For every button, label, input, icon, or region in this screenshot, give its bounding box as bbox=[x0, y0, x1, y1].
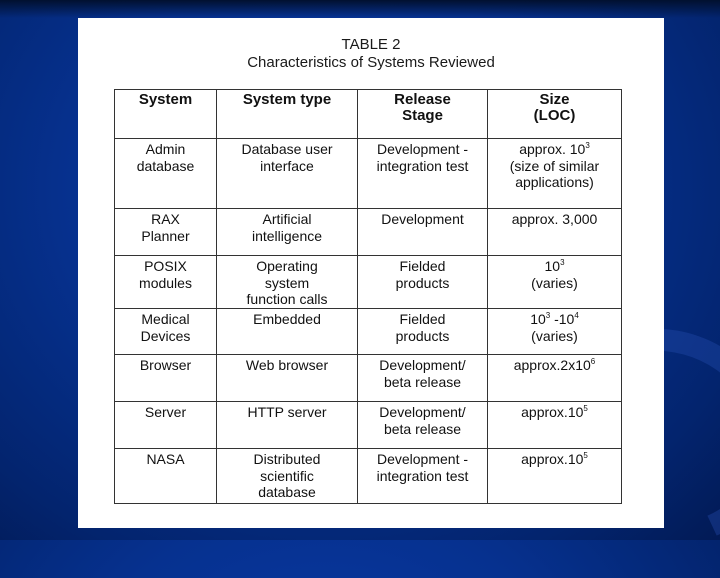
cell-stage: Development - integration test bbox=[358, 139, 488, 209]
table-row bbox=[115, 355, 622, 402]
cell-system: Server bbox=[115, 402, 217, 449]
header-row bbox=[115, 90, 622, 139]
cell-size: approx. 3,000 bbox=[488, 209, 622, 256]
cell-system: NASA bbox=[115, 449, 217, 504]
cell-system: Medical Devices bbox=[115, 309, 217, 355]
header-release-stage: Release Stage bbox=[358, 90, 488, 139]
cell-type: Distributed scientific database bbox=[217, 449, 358, 504]
table-title: Characteristics of Systems Reviewed bbox=[247, 54, 495, 71]
cell-size: $approx.10^5$ bbox=[488, 402, 622, 449]
cell-stage: Development/ beta release bbox=[358, 402, 488, 449]
table-label: TABLE 2 bbox=[341, 36, 401, 53]
table-row bbox=[115, 402, 622, 449]
top-shadow-band bbox=[0, 0, 720, 18]
cell-type: Web browser bbox=[217, 355, 358, 402]
header-system-type: System type bbox=[217, 90, 358, 139]
table-row bbox=[115, 139, 622, 209]
cell-size: approx. $10^3$ (size of similar applications) bbox=[488, 139, 622, 209]
cell-size: $approx.10^5$ bbox=[488, 449, 622, 504]
cell-type: Operating system function calls bbox=[217, 256, 358, 309]
cell-size: $10^3$ (varies) bbox=[488, 256, 622, 309]
cell-stage: Fielded products bbox=[358, 256, 488, 309]
cell-system: POSIX modules bbox=[115, 256, 217, 309]
slide-content bbox=[78, 18, 664, 528]
cell-stage: Development - integration test bbox=[358, 449, 488, 504]
table-row bbox=[115, 309, 622, 355]
header-size: Size (LOC) bbox=[488, 90, 622, 139]
cell-system: RAX Planner bbox=[115, 209, 217, 256]
cell-stage: Fielded products bbox=[358, 309, 488, 355]
cell-size: $approx.2x10^6$ bbox=[488, 355, 622, 402]
cell-type: Artificial intelligence bbox=[217, 209, 358, 256]
cell-size: $10^3$ $-10^4$ (varies) bbox=[488, 309, 622, 355]
cell-stage: Development bbox=[358, 209, 488, 256]
cell-type: Database user interface bbox=[217, 139, 358, 209]
cell-type: Embedded bbox=[217, 309, 358, 355]
cell-type: HTTP server bbox=[217, 402, 358, 449]
systems-table bbox=[114, 89, 622, 504]
table-row bbox=[115, 209, 622, 256]
cell-system: Admin database bbox=[115, 139, 217, 209]
table-row bbox=[115, 256, 622, 309]
table-row bbox=[115, 449, 622, 504]
cell-stage: Development/ beta release bbox=[358, 355, 488, 402]
header-system: System bbox=[115, 90, 217, 139]
cell-system: Browser bbox=[115, 355, 217, 402]
